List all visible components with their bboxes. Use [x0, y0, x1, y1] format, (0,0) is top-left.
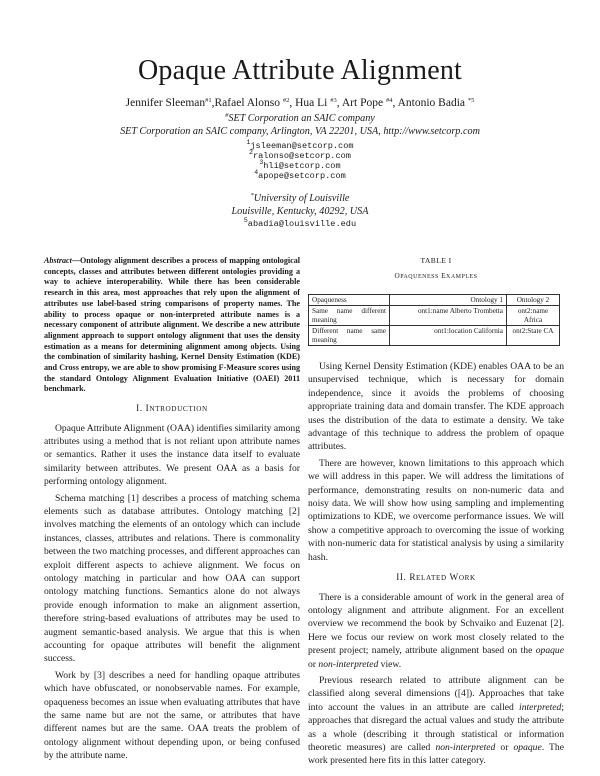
email-line: $^2$ralonso@setcorp.com	[249, 149, 351, 161]
table-row	[309, 326, 560, 346]
author-sup: #4	[385, 97, 393, 104]
abstract-label: Abstract	[44, 256, 72, 265]
table-cell: ont1:name Alberto Trombetta	[390, 306, 507, 326]
table-cell: ont1:location California	[390, 326, 507, 346]
intro-paragraph: Schema matching [1] describes a process of matching schema elements such as database attributes. Ontology matching [2] involves matching the elements of an ontology which can include instances, classes, attributes and relations. There is commonality between the two matching processes, and different approaches can exploit different aspects to achieve alignment. We focus on ontology matching in particular and how OAA can support ontology matching functions. Semantics alone do not always provide enough information to make an alignment assertion, therefore string-based evaluations of attributes may be used to augment semantic-based analysis. We argue that this is when accounting for opaque attributes will benefit the alignment success.	[44, 492, 300, 665]
affiliation-uofl-name: *University of Louisville	[250, 192, 350, 204]
author-name: Hua Li	[295, 97, 328, 109]
related-paragraph: Previous research related to attribute alignment can be classified along several dimensions ([4]). Approaches that take into account the values in an attribute are called interpreted; approaches that disregard the actual values and study the attribute as a whole (describing it through statistical or information theoretic measures) are called non-interpreted or opaque. The work presented here fits in this latter category.	[308, 674, 564, 767]
author-sup: #3	[330, 97, 337, 104]
right-column	[308, 254, 564, 771]
email-line: $^4$apope@setcorp.com	[254, 169, 346, 181]
section-heading-introduction: I. INTRODUCTION	[136, 403, 208, 414]
table-header-cell: Ontology 2	[507, 294, 560, 306]
body-paragraph: Using Kernel Density Estimation (KDE) enables OAA to be an unsupervised technique, which is necessary for domain independence, since it avoids the problems of choosing appropriate training data and domain transfer. The KDE approach uses the distribution of the data to estimate a density. We take advantage of this technique to address the problem of opaque attributes.	[308, 361, 564, 453]
author-name: Antonio Badia	[397, 97, 465, 109]
email-line: $^1$jsleeman@setcorp.com	[246, 139, 354, 151]
affiliation-set-name: #SET Corporation an SAIC company	[225, 112, 375, 124]
affiliation-uofl-address: Louisville, Kentucky, 40292, USA	[231, 206, 369, 217]
table-cell: ont2:name Africa	[507, 306, 560, 326]
intro-paragraph: Opaque Attribute Alignment (OAA) identifies similarity among attributes using a method that is not reliant upon attribute names or semantics. Rather it uses the instance data itself to evaluate similarity between attributes. We present OAA as a basis for performing ontology alignment.	[44, 422, 300, 488]
table-number: TABLE I	[420, 256, 452, 265]
author-sup: #2	[282, 97, 290, 104]
table-cell: Different name same meaning	[309, 326, 390, 346]
table-header-cell: Ontology 1	[390, 294, 507, 306]
author-name: Art Pope	[341, 97, 384, 109]
author-name: Rafael Alonso	[214, 97, 280, 109]
section-heading-related-work: II. RELATED WORK	[396, 572, 476, 583]
paper-title: Opaque Attribute Alignment	[137, 55, 463, 86]
table-cell: Same name different meaning	[309, 306, 390, 326]
affiliation-set-address: SET Corporation an SAIC company, Arlington, VA 22201, USA, http://www.setcorp.com	[120, 126, 480, 137]
related-paragraph: There is a considerable amount of work in the general area of ontology alignment and attribute alignment. For an excellent overview we recommend the book by Schvaiko and Euzenat [2]. Here we focus our review on work most closely related to the present project; namely, attribute alignment based on the opaque or non-interpreted view.	[308, 591, 564, 670]
left-column	[44, 256, 300, 766]
email-line: $^5$abadia@louisville.edu	[243, 217, 357, 229]
email-line: $^3$hli@setcorp.com	[259, 159, 341, 171]
table-header-cell: Opaqueness	[309, 294, 390, 306]
table-cell: ont2:State CA	[507, 326, 560, 346]
table-row	[309, 306, 560, 326]
author-name: Jennifer Sleeman	[125, 97, 206, 109]
intro-paragraph: Work by [3] describes a need for handling opaque attributes which have obfuscated, or nonobservable names. For example, opaqueness becomes an issue when evaluating attributes that have the same name but are not the same, or attributes that have different names but are the same. OAA treats the problem of ontology alignment without depending upon, or being confused by the attribute name.	[44, 669, 300, 762]
author-line: Jennifer Sleeman$^{\#1}$,Rafael Alonso $^{\#2}$, Hua Li $^{\#3}$, Art Pope $^{\#4}$, Antonio Badia $^{*5}$	[125, 97, 475, 109]
author-sup: *5	[467, 97, 475, 104]
abstract: Abstract—Ontology alignment describes a process of mapping ontological concepts, classes and attributes between different ontologies providing a way to achieve interoperability. While there has been considerable research in this area, most approaches that rely upon the alignment of attributes use label-based string comparisons of property names. The ability to process opaque or non-interpreted attribute names is a necessary component of attribute alignment. We describe a new attribute alignment approach to support ontology alignment that uses the density estimation as a means for determining alignment among objects. Using the combination of similarity hashing, Kernel Density Estimation (KDE) and Cross entropy, we are able to show promising F-Measure scores using the standard Ontology Alignment Evaluation Initiative (OAEI) 2011 benchmark.	[44, 256, 300, 394]
abstract-text: Ontology alignment describes a process of mapping ontological concepts, classes and attributes between different ontologies providing a way to achieve interoperability. While there has been considerable research in this area, most approaches that rely upon the alignment of attributes use label-based string comparisons of property names. The ability to process opaque or non-interpreted attribute names is a necessary component of attribute alignment. We describe a new attribute alignment approach to support ontology alignment that uses the density estimation as a means for determining alignment among objects. Using the combination of similarity hashing, Kernel Density Estimation (KDE) and Cross entropy, we are able to show promising F-Measure scores using the standard Ontology Alignment Evaluation Initiative (OAEI) 2011 benchmark.	[44, 256, 300, 394]
table-header-row	[309, 294, 560, 306]
opaqueness-table	[308, 294, 560, 347]
author-sup: #1	[205, 97, 212, 104]
body-paragraph: There are however, known limitations to this approach which we will address in this paper. We will address the limitations of performance, demonstrating results on non-numeric data and noisy data. We will show how using sampling and implementing optimizations to KDE, we overcome performance issues. We will show a competitive approach to overcoming the issue of working with non-numeric data for statistical analysis by using a similarity hash.	[308, 457, 564, 563]
table-caption: OPAQUENESS EXAMPLES	[394, 272, 478, 281]
table-opaqueness-examples	[308, 254, 564, 360]
